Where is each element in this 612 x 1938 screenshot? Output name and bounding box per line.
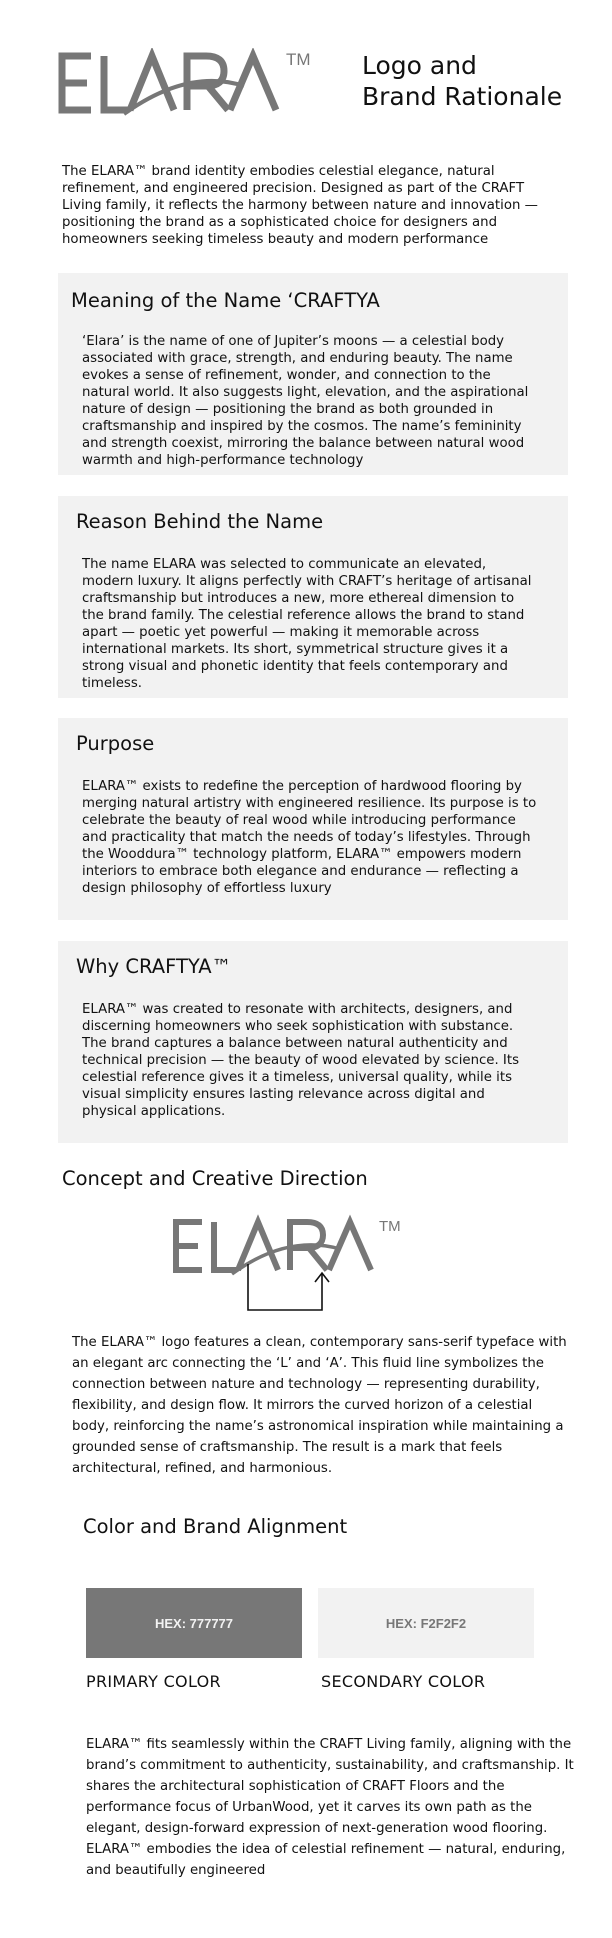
concept-heading: Concept and Creative Direction xyxy=(62,1167,368,1190)
section-body: The name ELARA was selected to communicate an elevated, modern luxury. It aligns perfectly with CRAFT’s heritage of artisanal craftsmanship but introduces a new, more ethereal dimension to the brand family. The celestial reference allows the brand to stand apart — poetic yet powerful — making it memorable across international markets. Its short, symmetrical structure gives it a strong visual and phonetic identity that feels contemporary and timeless. xyxy=(82,557,532,691)
primary-hex-label: HEX: 777777 xyxy=(154,1615,234,1631)
closing-paragraph: ELARA™ fits seamlessly within the CRAFT Living family, aligning with the brand’s commitment to authenticity, sustainability, and craftsmanship. It shares the architectural sophistication of CRAFT Floors and the performance focus of UrbanWood, yet it carves its own path as the elegant, design-forward expression of next-generation wood flooring. ELARA™ embodies the idea of celestial refinement — natural, enduring, and beautifully engineered xyxy=(86,1737,574,1878)
svg-text:TM: TM xyxy=(286,50,311,69)
section-heading: Why CRAFTYA™ xyxy=(76,955,232,978)
secondary-color-label: SECONDARY COLOR xyxy=(321,1672,486,1691)
section-card-meaning xyxy=(58,273,568,475)
arrow-annotation xyxy=(248,1264,322,1310)
section-body: ELARA™ exists to redefine the perception of hardwood flooring by merging natural artistry with engineered resilience. Its purpose is to celebrate the beauty of real wood while introducing performance and practicality that match the needs of today’s lifestyles. Through the Wooddura™ technology platform, ELARA™ empowers modern interiors to embrace both elegance and endurance — reflecting a design philosophy of effortless luxury xyxy=(82,779,537,896)
page-title xyxy=(362,50,582,112)
secondary-hex-label: HEX: F2F2F2 xyxy=(385,1615,467,1631)
color-heading: Color and Brand Alignment xyxy=(83,1515,348,1538)
section-body: ELARA™ was created to resonate with architects, designers, and discerning homeowners who seek sophistication with substance. The brand captures a balance between natural authenticity and technical precision — the beauty of wood elevated by science. Its celestial reference gives it a timeless, universal quality, while its visual simplicity ensures lasting relevance across digital and physical applications. xyxy=(82,1002,519,1119)
concept-paragraph: The ELARA™ logo features a clean, contemporary sans-serif typeface with an elegant arc connecting the ‘L’ and ‘A’. This fluid line symbolizes the connection between nature and technology — representing durability, flexibility, and design flow. It mirrors the curved horizon of a celestial body, reinforcing the name’s astronomical inspiration while maintaining a grounded sense of craftsmanship. The result is a mark that feels architectural, refined, and harmonious. xyxy=(72,1335,567,1476)
svg-text:TM: TM xyxy=(379,1218,401,1235)
section-heading: Meaning of the Name ‘CRAFTYA xyxy=(71,289,380,312)
page-title-line2: Brand Rationale xyxy=(362,82,563,111)
primary-color-swatch xyxy=(86,1588,302,1658)
intro-paragraph: The ELARA™ brand identity embodies celestial elegance, natural refinement, and engineered precision. Designed as part of the CRAFT Living family, it reflects the harmony between nature and innovation — positioning the brand as a sophisticated choice for designers and homeowners seeking timeless beauty and modern performance xyxy=(62,164,538,247)
section-card-purpose xyxy=(58,718,568,920)
page-title-line1: Logo and xyxy=(362,51,477,80)
elara-logo-annotated xyxy=(172,1212,432,1317)
section-card-why xyxy=(58,941,568,1143)
section-heading: Purpose xyxy=(76,732,155,755)
section-heading: Reason Behind the Name xyxy=(76,510,324,533)
elara-logo xyxy=(58,48,318,118)
primary-color-label: PRIMARY COLOR xyxy=(86,1672,221,1691)
section-card-reason xyxy=(58,496,568,698)
secondary-color-swatch xyxy=(318,1588,534,1658)
section-body: ‘Elara’ is the name of one of Jupiter’s moons — a celestial body associated with grace, strength, and enduring beauty. The name evokes a sense of refinement, wonder, and connection to the natural world. It also suggests light, elevation, and the aspirational nature of design — positioning the brand as both grounded in craftsmanship and inspired by the cosmos. The name’s femininity and strength coexist, mirroring the balance between natural wood warmth and high-performance technology xyxy=(82,334,529,468)
